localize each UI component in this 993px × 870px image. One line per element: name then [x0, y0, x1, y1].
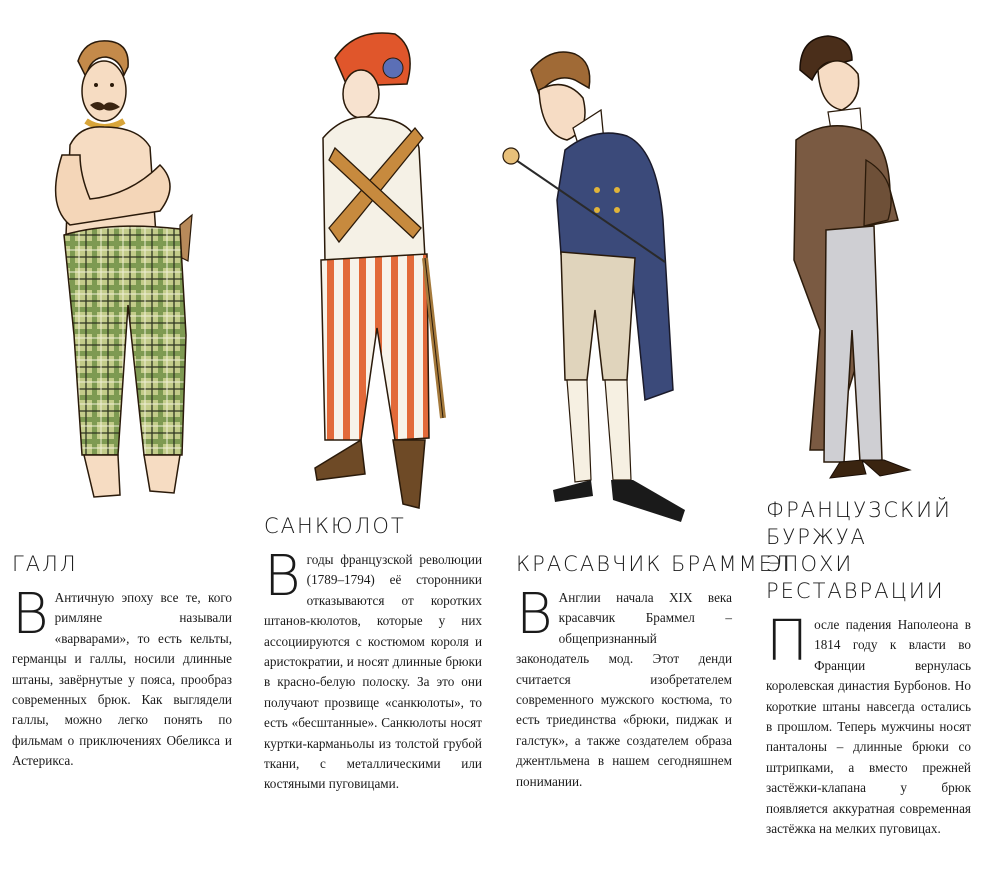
dropcap-bourgeois: П — [766, 609, 809, 674]
column-bourgeois — [766, 497, 971, 839]
sans-culotte-illustration — [295, 28, 480, 518]
body-brummell — [516, 582, 732, 792]
dropcap-gaul: В — [12, 582, 49, 647]
text-sans-culotte: годы французской революции (1789–1794) её сторонники отказываются от коротких штанов-кюлотов, которые у них ассоциируются с костюмом короля и аристократии, и носят длинные брюки в красно-белую полоску. За это они получают прозвище «санкюлоты», то есть «бесштанные». Санкюлоты носят куртки-карманьолы из толстой грубой ткани, с металлическими или костяными пуговицами. — [264, 552, 482, 792]
column-sans-culotte — [264, 513, 482, 795]
text-brummell: Англии начала XIX века красавчик Браммел – общепризнанный законодатель мод. Этот денди считается изобретателем современного мужского костюма, то есть триединства «брюки, пиджак и галстук», а также создателем образа джентльмена в нашем сегодняшнем понимании. — [516, 590, 732, 789]
body-gaul — [12, 582, 232, 772]
dropcap-brummell: В — [516, 582, 553, 647]
heading-gaul: ГАЛЛ — [12, 552, 78, 576]
heading-bourgeois: ФРАНЦУЗСКИЙ БУРЖУА ЭПОХИ РЕСТАВРАЦИИ — [766, 498, 952, 603]
text-bourgeois: осле падения Наполеона в 1814 году к власти во Франции вернулась королевская династия Бурбонов. Но короткие штаны навсегда остались в прошлом. Теперь мужчины носят панталоны – длинные брюки со штрипками, а вместо прежней застёжки-клапана у брюк появляется аккуратная современная застёжка на мелких пуговицах. — [766, 617, 971, 837]
body-bourgeois — [766, 609, 971, 839]
column-brummell — [516, 551, 792, 792]
beau-brummell-illustration — [495, 40, 695, 530]
body-sans-culotte — [264, 544, 482, 795]
dropcap-sans-culotte: В — [264, 544, 301, 609]
gaul-illustration — [40, 35, 210, 515]
heading-sans-culotte: САНКЮЛОТ — [264, 514, 406, 538]
text-gaul: Античную эпоху все те, кого римляне называли «варварами», то есть кельты, германцы и галлы, носили длинные штаны, завёрнутые у пояса, прообраз современных брюк. Как выглядели галлы, можно легко понять по фильмам о приключениях Обеликса и Астерикса. — [12, 590, 232, 769]
heading-brummell: КРАСАВЧИК БРАММЕЛ — [516, 552, 792, 576]
column-gaul — [12, 551, 232, 772]
restoration-bourgeois-illustration — [770, 30, 930, 490]
